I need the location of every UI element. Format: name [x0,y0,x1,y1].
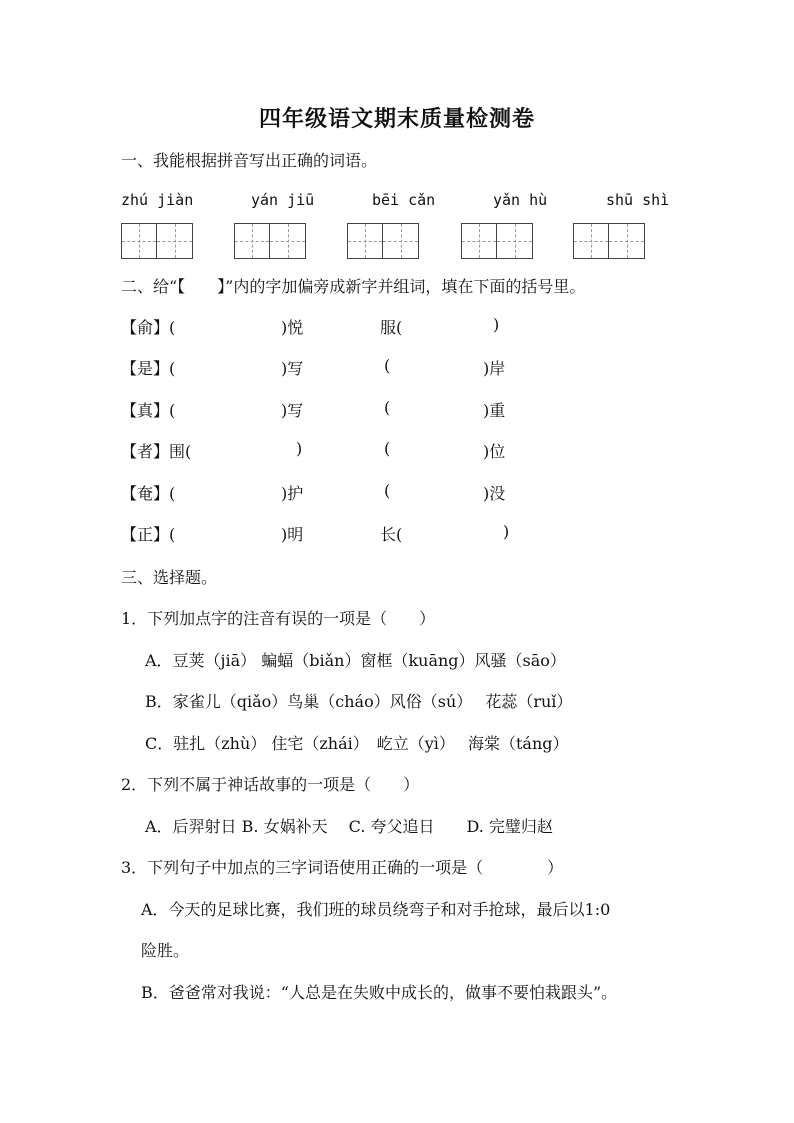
row-second: ( [384,398,391,417]
radical-row [121,439,681,461]
question-3-stem: 3．下列句子中加点的三字词语使用正确的一项是（ ） [121,858,564,877]
pinyin-5: shū shì [606,191,670,209]
row-second: ( [384,439,391,458]
question-3-option-b[interactable]: B．爸爸常对我说：“人总是在失败中成长的，做事不要怕栽跟头”。 [141,983,618,1002]
writing-grid-3[interactable] [347,223,419,259]
row-key: 【奄】( [121,484,176,503]
question-3-option-a-cont: 险胜。 [141,941,190,960]
question-1-option-a[interactable]: A．豆荚（jiā） 蝙蝠（biǎn）窗框（kuāng）风骚（sāo） [145,651,566,670]
row-end: ) [493,315,500,334]
question-2-stem: 2．下列不属于神话故事的一项是（ ） [121,775,420,794]
pinyin-2: yán jiū [251,191,315,209]
radical-row [121,398,681,420]
question-3-option-a[interactable]: A．今天的足球比赛，我们班的球员绕弯子和对手抢球，最后以1:0 [141,900,611,919]
question-1-option-b[interactable]: B．家雀儿（qiǎo）鸟巢（cháo）风俗（sú） 花蕊（ruǐ） [145,692,573,711]
question-1-stem: 1．下列加点字的注音有误的一项是（ ） [121,609,436,628]
row-mid: )写 [281,401,304,420]
row-second: ( [384,481,391,500]
writing-grid-1[interactable] [121,223,193,259]
radical-row [121,522,681,544]
row-key: 【俞】( [121,318,176,337]
row-end: )没 [483,484,506,503]
row-mid: )明 [281,525,304,544]
pinyin-1: zhú jiàn [121,191,194,209]
row-end: )位 [483,442,506,461]
radical-row [121,315,681,337]
row-end: ) [503,522,510,541]
page-title: 四年级语文期末质量检测卷 [258,106,535,132]
row-key: 【正】( [121,525,176,544]
row-second: 服( [380,318,403,337]
pinyin-4: yǎn hù [493,191,548,209]
radical-row [121,481,681,503]
row-mid: )护 [281,484,304,503]
writing-grid-5[interactable] [573,223,645,259]
section2-heading: 二、给“【 】”内的字加偏旁成新字并组词，填在下面的括号里。 [121,277,586,296]
section1-heading: 一、我能根据拼音写出正确的词语。 [121,151,378,170]
row-mid: )写 [281,359,304,378]
row-key: 【是】( [121,359,176,378]
writing-grid-4[interactable] [461,223,533,259]
row-mid: )悦 [281,318,304,337]
row-key: 【真】( [121,401,176,420]
row-key: 【者】围( [121,442,192,461]
row-mid: ) [296,439,303,458]
writing-grid-2[interactable] [234,223,306,259]
row-second: ( [384,356,391,375]
question-1-option-c[interactable]: C．驻扎（zhù） 住宅（zhái） 屹立（yì） 海棠（táng） [145,734,569,753]
pinyin-3: bēi cǎn [372,191,436,209]
row-end: )岸 [483,359,506,378]
row-second: 长( [380,525,403,544]
section3-heading: 三、选择题。 [121,568,218,587]
radical-row [121,356,681,378]
question-2-options[interactable]: A．后羿射日 B. 女娲补天 C. 夸父追日 D. 完璧归赵 [145,817,553,836]
row-end: )重 [483,401,506,420]
